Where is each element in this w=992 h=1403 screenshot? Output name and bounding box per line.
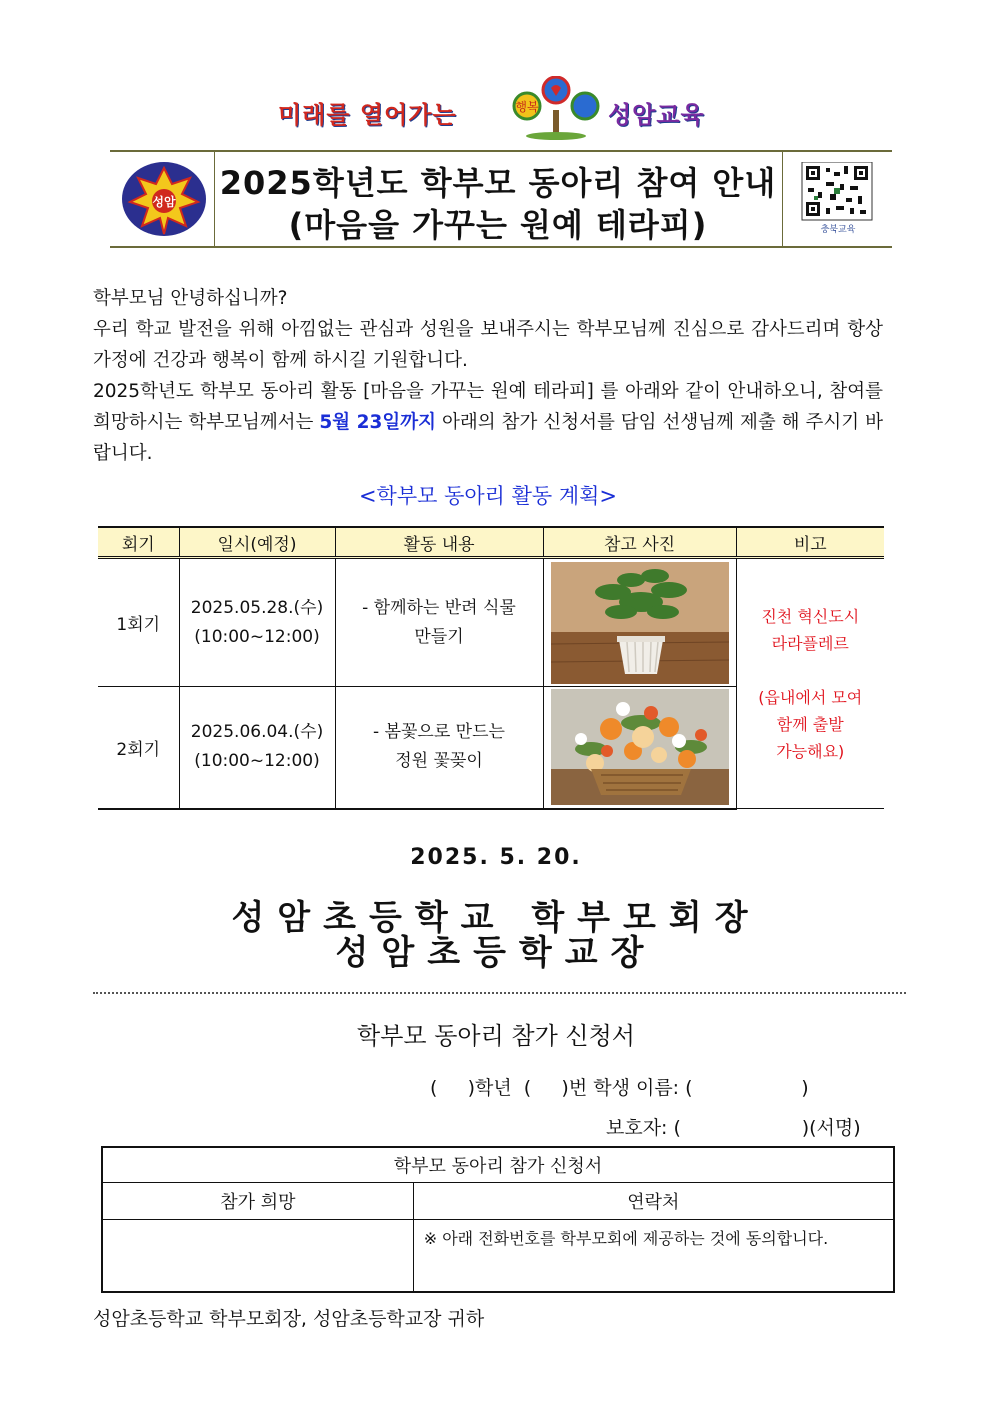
activity-text-2: 만들기 <box>414 626 464 647</box>
note-line-4: 함께 출발 <box>776 714 844 734</box>
header-note: 비고 <box>736 527 884 558</box>
signature-line-1: 성암초등학교 학부모회장 <box>231 898 761 938</box>
note-cell <box>736 558 884 809</box>
note-line-2: 라라플레르 <box>771 633 849 653</box>
intro-paragraph-2-start: 2025학년도 학부모 동아리 활동 [마음을 가꾸는 원예 테라피] 를 아래와 같이 안내하오니, 참여를 희망하시는 학부모님께서는 <box>93 381 883 433</box>
header-session: 회기 <box>98 527 179 558</box>
title-line-1: 2025학년도 학부모 동아리 참여 안내 <box>219 164 777 202</box>
slogan-right: 성암교육 <box>608 101 705 129</box>
title-line-2: (마음을 가꾸는 원예 테라피) <box>288 206 708 244</box>
photo-cell <box>543 558 736 687</box>
date-cell <box>179 558 335 687</box>
document-date: 2025. 5. 20. <box>410 845 582 870</box>
signature-line-2: 성암초등학교장 <box>335 933 657 973</box>
table-row <box>98 558 884 687</box>
student-info-field[interactable]: ( )학년 ( )번 학생 이름: ( ) <box>430 1077 809 1099</box>
slogan-left: 미래를 열어가는 <box>278 101 457 129</box>
date-text: 2025.06.04.(수) <box>190 722 324 743</box>
activity-plan-table <box>98 526 884 810</box>
potted-plant-photo <box>551 562 729 684</box>
time-text: (10:00~12:00) <box>194 626 320 647</box>
contact-input-cell[interactable] <box>413 1219 894 1292</box>
activity-cell <box>335 687 543 809</box>
photo-cell <box>543 687 736 809</box>
wish-input-cell[interactable] <box>102 1219 413 1292</box>
consent-text: ※ 아래 전화번호를 학부모회에 제공하는 것에 동의합니다. <box>423 1228 829 1248</box>
emblem-text: 행복 <box>515 100 539 114</box>
form-title: 학부모 동아리 참가 신청서 <box>357 1022 635 1050</box>
activity-cell <box>335 558 543 687</box>
date-cell <box>179 687 335 809</box>
document-header <box>110 150 892 248</box>
activity-text-1: - 함께하는 반려 식물 <box>362 597 516 618</box>
guardian-signature-field[interactable]: 보호자: ( )(서명) <box>606 1117 861 1139</box>
greeting: 학부모님 안녕하십니까? <box>93 288 288 309</box>
cut-line <box>93 992 906 994</box>
header-activity: 활동 내용 <box>335 527 543 558</box>
note-line-1: 진천 혁신도시 <box>761 606 860 626</box>
header-date: 일시(예정) <box>179 527 335 558</box>
school-logo-icon <box>120 160 208 238</box>
qr-code-icon <box>790 162 886 234</box>
application-table <box>101 1146 895 1293</box>
time-text: (10:00~12:00) <box>194 751 320 772</box>
activity-text-1: - 봄꽃으로 만드는 <box>373 722 505 743</box>
intro-paragraph-2 <box>93 376 883 469</box>
session-cell: 1회기 <box>98 558 179 687</box>
flower-basket-photo <box>551 689 729 805</box>
note-line-5: 가능해요) <box>776 741 845 761</box>
activity-text-2: 정원 꽃꽂이 <box>395 751 483 772</box>
session-cell: 2회기 <box>98 687 179 809</box>
application-table-title: 학부모 동아리 참가 신청서 <box>102 1147 894 1182</box>
date-text: 2025.05.28.(수) <box>190 597 324 618</box>
intro-paragraph-1: 우리 학교 발전을 위해 아낌없는 관심과 성원을 보내주시는 학부모님께 진심으로 감사드리며 항상 가정에 건강과 행복이 함께 하시길 기원합니다. <box>93 319 883 371</box>
plan-title: <학부모 동아리 활동 계획> <box>358 484 618 508</box>
intro-paragraph-2-end: 아래의 참가 신청서를 담임 선생님께 제출 해 주시기 바랍니다. <box>93 412 883 464</box>
logo-text: 성암 <box>152 195 176 209</box>
header-photo: 참고 사진 <box>543 527 736 558</box>
column-contact: 연락처 <box>413 1182 894 1219</box>
column-wish: 참가 희망 <box>102 1182 413 1219</box>
footer-addressee: 성암초등학교 학부모회장, 성암초등학교장 귀하 <box>93 1308 485 1330</box>
note-line-3: (읍내에서 모여 <box>758 687 863 707</box>
tree-emblem-icon <box>505 76 607 140</box>
qr-caption: 충북교육 <box>820 225 856 234</box>
deadline-highlight: 5월 23일까지 <box>319 412 437 433</box>
